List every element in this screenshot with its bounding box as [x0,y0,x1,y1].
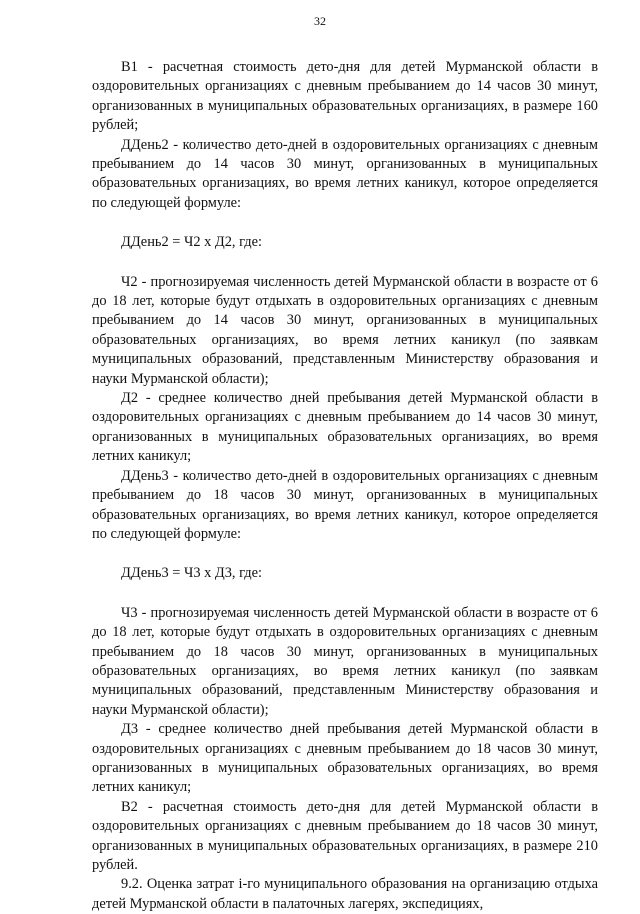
paragraph-section-9-2: 9.2. Оценка затрат i-го муниципального образования на организацию отдыха детей Мурманской области в палаточных лагерях, экспедициях, [92,876,598,912]
paragraph-dden3-definition: ДДень3 - количество дето-дней в оздоровительных организациях с дневным пребыванием до 18 часов 30 минут, организованных в муниципальных образовательных организациях, во время летних каникул, которое определяется по следующей формуле: [92,467,598,542]
paragraph-ch3-definition: Ч3 - прогнозируемая численность детей Мурманской области в возрасте от 6 до 18 лет, которые будут отдыхать в оздоровительных организациях с дневным пребыванием до 18 часов 30 минут, организованных в муниципальных образовательных организациях, во время летних каникул (по заявкам муниципальных образований, представленным Министерству образования и науки Мурманской области); [92,604,598,718]
paragraph-b1-definition: В1 - расчетная стоимость дето-дня для детей Мурманской области в оздоровительных организациях с дневным пребыванием до 14 часов 30 минут, организованных в муниципальных образовательных организациях, в размере 160 рублей; [92,59,598,134]
paragraph-ch2-definition: Ч2 - прогнозируемая численность детей Мурманской области в возрасте от 6 до 18 лет, которые будут отдыхать в оздоровительных организациях с дневным пребыванием до 14 часов 30 минут, организованных в муниципальных образовательных организациях, во время летних каникул (по заявкам муниципальных образований, представленным Министерству образования и науки Мурманской области); [92,273,598,387]
document-body [92,58,598,914]
formula-dden2: ДДень2 = Ч2 х Д2, где: [121,233,263,250]
page-number: 32 [314,14,326,28]
paragraph-d3-definition: Д3 - среднее количество дней пребывания детей Мурманской области в оздоровительных организациях с дневным пребыванием до 18 часов 30 минут, организованных в муниципальных образовательных организациях, во время летних каникул; [92,721,598,796]
formula-dden3: ДДень3 = Ч3 х Д3, где: [121,564,263,581]
paragraph-d2-definition: Д2 - среднее количество дней пребывания детей Мурманской области в оздоровительных организациях с дневным пребыванием до 14 часов 30 минут, организованных в муниципальных образовательных организациях, во время летних каникул; [92,390,598,465]
paragraph-dden2-definition: ДДень2 - количество дето-дней в оздоровительных организациях с дневным пребыванием до 14 часов 30 минут, организованных в муниципальных образовательных организациях, во время летних каникул, которое определяется по следующей формуле: [92,136,598,211]
paragraph-b2-definition: В2 - расчетная стоимость дето-дня для детей Мурманской области в оздоровительных организациях с дневным пребыванием до 18 часов 30 минут, организованных в муниципальных образовательных организациях, в размере 210 рублей. [92,798,598,873]
